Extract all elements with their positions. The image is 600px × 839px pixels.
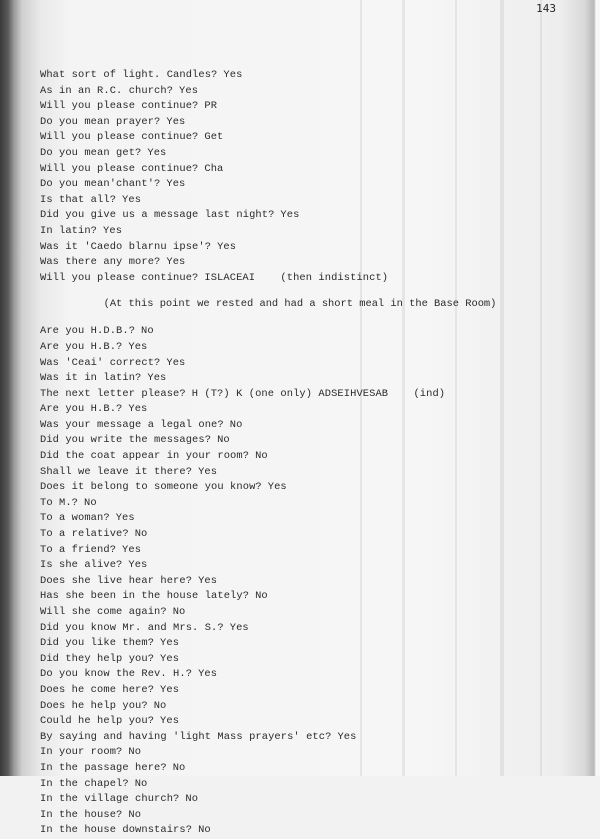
question-text: Was there any more? <box>40 256 161 269</box>
question-text: Did you write the messages? <box>40 434 212 447</box>
question-text: Shall we leave it there? <box>40 465 193 478</box>
answer-text: No <box>128 808 142 821</box>
answer-text: Yes <box>128 403 148 416</box>
answer-text: Yes <box>103 224 123 237</box>
answer-text: Yes <box>166 256 186 269</box>
question-text: Did the coat appear in your room? <box>40 450 250 463</box>
answer-text: No <box>185 793 199 806</box>
transcript-line <box>40 714 560 730</box>
transcript <box>40 68 560 839</box>
answer-text: H (T?) K (one only) ADSEIHVESAB (ind) <box>191 387 446 400</box>
question-text: Was it 'Caedo blarnu ipse'? <box>40 240 212 253</box>
transcript-line <box>40 255 560 271</box>
question-text: In the village church? <box>40 793 180 806</box>
answer-text: No <box>255 590 268 603</box>
question-text: Was 'Ceai' correct? <box>40 356 161 369</box>
transcript-line <box>40 68 560 84</box>
transcript-line <box>40 146 560 162</box>
transcript-line <box>40 496 560 512</box>
transcript-line <box>40 465 560 481</box>
answer-text: Yes <box>166 356 186 369</box>
answer-text: Yes <box>160 715 180 728</box>
answer-text: Get <box>204 131 224 144</box>
transcript-line <box>40 387 560 403</box>
transcript-line <box>40 589 560 605</box>
question-text: Does it belong to someone you know? <box>40 481 262 494</box>
transcript-line <box>40 574 560 590</box>
question-text: In the passage here? <box>40 761 167 774</box>
answer-text: Yes <box>280 209 300 222</box>
answer-text: Yes <box>198 465 218 478</box>
question-text: Could he help you? <box>40 715 155 728</box>
question-text: Did you know Mr. and Mrs. S.? <box>40 621 224 634</box>
transcript-line <box>40 324 560 340</box>
transcript-line <box>40 208 560 224</box>
transcript-line <box>40 340 560 356</box>
transcript-line <box>40 371 560 387</box>
transcript-line <box>40 777 560 793</box>
transcript-line <box>40 745 560 761</box>
answer-text: ISLACEAI (then indistinct) <box>204 271 389 284</box>
transcript-line <box>40 823 560 839</box>
transcript-line <box>40 177 560 193</box>
transcript-line <box>40 667 560 683</box>
transcript-line <box>40 527 560 543</box>
transcript-line <box>40 699 560 715</box>
transcript-line <box>40 808 560 824</box>
question-text: Was your message a legal one? <box>40 418 224 431</box>
question-text: Is that all? <box>40 193 117 206</box>
answer-text: No <box>229 418 243 431</box>
transcript-line <box>40 418 560 434</box>
transcript-line <box>40 543 560 559</box>
interlude-note: (At this point we rested and had a short meal in the Base Room) <box>103 298 497 311</box>
transcript-line <box>40 162 560 178</box>
answer-text: Yes <box>147 372 167 385</box>
question-text: Are you H.D.B.? <box>40 325 136 338</box>
question-text: To a woman? <box>40 512 110 525</box>
question-text: To a relative? <box>40 528 129 541</box>
answer-text: Yes <box>179 84 199 97</box>
question-text: To M.? <box>40 496 79 509</box>
answer-text: No <box>153 699 167 712</box>
transcript-line <box>40 449 560 465</box>
transcript-line <box>40 792 560 808</box>
question-text: Will you please continue? <box>40 131 199 144</box>
transcript-line <box>40 511 560 527</box>
answer-text: No <box>134 528 148 541</box>
transcript-line <box>40 683 560 699</box>
question-text: In the chapel? <box>40 777 129 790</box>
answer-text: No <box>172 761 186 774</box>
question-text: In the house? <box>40 808 123 821</box>
question-text: Do you know the Rev. H.? <box>40 668 193 681</box>
answer-text: Yes <box>115 512 135 525</box>
question-text: As in an R.C. church? <box>40 84 174 97</box>
transcript-line <box>40 761 560 777</box>
transcript-section-2 <box>40 324 560 839</box>
answer-text: No <box>128 746 142 759</box>
question-text: The next letter please? <box>40 387 186 400</box>
transcript-line <box>40 115 560 131</box>
transcript-line <box>40 621 560 637</box>
answer-text: Yes <box>128 340 148 353</box>
transcript-section-1 <box>40 68 560 286</box>
transcript-line <box>40 605 560 621</box>
question-text: Was it in latin? <box>40 372 142 385</box>
question-text: Do you mean get? <box>40 146 142 159</box>
question-text: Did they help you? <box>40 652 155 665</box>
transcript-line <box>40 558 560 574</box>
answer-text: No <box>255 450 268 463</box>
answer-text: Yes <box>223 69 243 81</box>
page-number: 143 <box>536 2 556 15</box>
question-text: Do you mean'chant'? <box>40 178 161 191</box>
transcript-line <box>40 652 560 668</box>
transcript-line <box>40 356 560 372</box>
question-text: What sort of light. Candles? <box>40 69 218 81</box>
question-text: Does he help you? <box>40 699 148 712</box>
question-text: Does she live hear here? <box>40 574 193 587</box>
question-text: Are you H.B.? <box>40 403 123 416</box>
answer-text: Yes <box>122 543 142 556</box>
answer-text: No <box>198 824 211 837</box>
transcript-line <box>40 224 560 240</box>
answer-text: Yes <box>229 621 249 634</box>
transcript-line <box>40 402 560 418</box>
transcript-line <box>40 271 560 287</box>
answer-text: Yes <box>147 146 167 159</box>
answer-text: No <box>134 777 148 790</box>
question-text: Did you like them? <box>40 637 155 650</box>
question-text: Will you please continue? <box>40 100 199 113</box>
answer-text: No <box>172 606 186 618</box>
transcript-line <box>40 636 560 652</box>
transcript-line <box>40 130 560 146</box>
answer-text: Yes <box>160 637 180 650</box>
question-text: Do you mean prayer? <box>40 115 161 128</box>
question-text: Will you please continue? <box>40 162 199 175</box>
question-text: In your room? <box>40 746 123 759</box>
transcript-line <box>40 730 560 746</box>
question-text: By saying and having 'light Mass prayers' etc? <box>40 730 332 743</box>
question-text: Will you please continue? <box>40 271 199 284</box>
answer-text: Yes <box>337 730 357 743</box>
answer-text: PR <box>204 100 218 113</box>
question-text: Has she been in the house lately? <box>40 590 250 603</box>
answer-text: Yes <box>198 668 218 681</box>
answer-text: Yes <box>128 559 148 572</box>
answer-text: Yes <box>122 193 142 206</box>
question-text: Did you give us a message last night? <box>40 209 275 222</box>
answer-text: Yes <box>217 240 237 253</box>
question-text: Will she come again? <box>40 606 167 618</box>
question-text: In the house downstairs? <box>40 824 193 837</box>
transcript-line <box>40 480 560 496</box>
answer-text: Yes <box>160 652 180 665</box>
answer-text: No <box>84 496 97 509</box>
answer-text: Yes <box>166 115 186 128</box>
question-text: In latin? <box>40 224 98 237</box>
answer-text: No <box>217 434 230 447</box>
answer-text: Yes <box>166 178 186 191</box>
answer-text: Yes <box>198 574 218 587</box>
answer-text: Yes <box>267 481 287 494</box>
answer-text: No <box>141 325 154 338</box>
question-text: Does he come here? <box>40 683 155 696</box>
question-text: Are you H.B.? <box>40 340 123 353</box>
transcript-line <box>40 99 560 115</box>
answer-text: Cha <box>204 162 224 175</box>
transcript-line <box>40 193 560 209</box>
answer-text: Yes <box>160 683 180 696</box>
question-text: To a friend? <box>40 543 117 556</box>
question-text: Is she alive? <box>40 559 123 572</box>
transcript-line <box>40 433 560 449</box>
transcript-line <box>40 240 560 256</box>
transcript-line <box>40 84 560 100</box>
